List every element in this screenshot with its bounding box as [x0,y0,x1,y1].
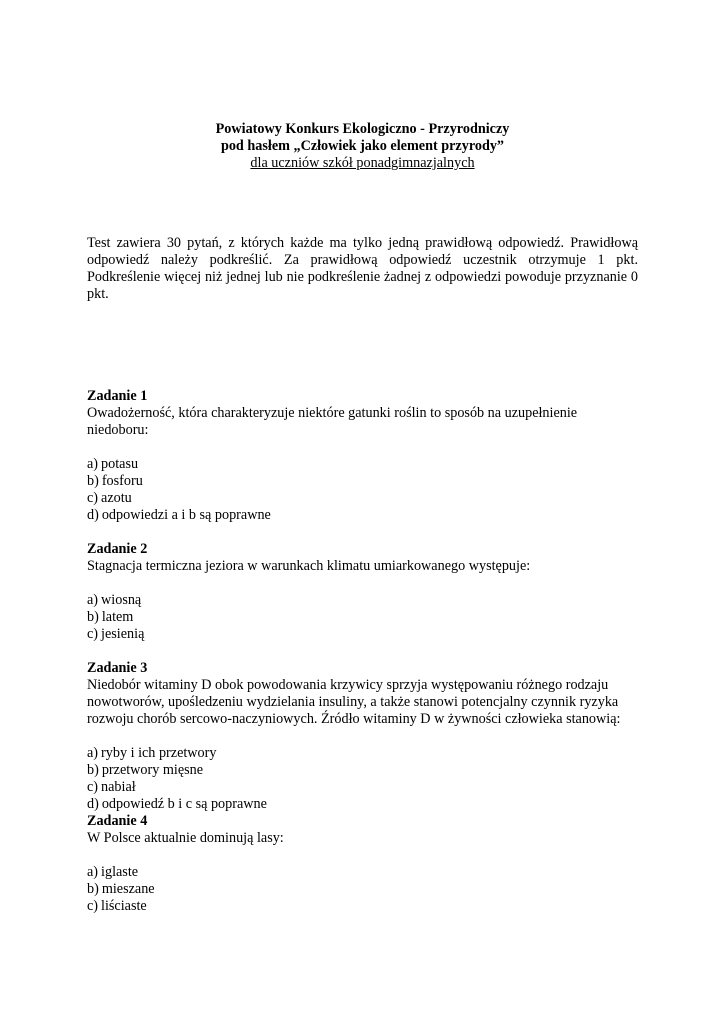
task-question-line: niedoboru: [87,422,149,438]
answer-label: c) [87,626,99,642]
answer-text: odpowiedzi a i b są poprawne [101,507,271,523]
answer-text: liściaste [101,898,147,914]
answer-option[interactable] [87,609,657,626]
document-header [0,121,725,172]
answer-label: b) [87,473,99,489]
answer-label: c) [87,490,99,506]
answer-option[interactable] [87,507,657,524]
task-question-line: Owadożerność, która charakteryzuje niektóre gatunki roślin to sposób na uzupełnienie [87,405,578,421]
answer-text: iglaste [101,864,139,880]
task-4 [87,813,657,915]
task-title: Zadanie 1 [87,388,148,404]
answer-text: mieszane [101,881,155,897]
answer-label: a) [87,745,99,761]
answer-text: jesienią [101,626,145,642]
answer-text: fosforu [101,473,143,489]
task-question-line: W Polsce aktualnie dominują lasy: [87,830,284,846]
task-title: Zadanie 4 [87,813,148,829]
answer-text: wiosną [101,592,142,608]
answer-list [87,745,657,813]
answer-option[interactable] [87,473,657,490]
answer-text: latem [101,609,134,625]
answer-label: b) [87,881,99,897]
header-subtitle: dla uczniów szkół ponadgimnazjalnych [250,155,475,171]
answer-list [87,456,657,524]
answer-option[interactable] [87,745,657,762]
task-1 [87,388,657,541]
answer-option[interactable] [87,864,657,881]
answer-label: a) [87,456,99,472]
answer-option[interactable] [87,898,657,915]
header-title-line2: pod hasłem „Człowiek jako element przyrody” [220,138,505,154]
task-list [87,388,657,915]
task-question-line: Stagnacja termiczna jeziora w warunkach klimatu umiarkowanego występuje: [87,558,531,574]
answer-list [87,864,657,915]
answer-label: a) [87,592,99,608]
answer-text: potasu [101,456,139,472]
answer-option[interactable] [87,626,657,643]
task-question-line: nowotworów, upośledzeniu wydzielania insuliny, a także stanowi potencjalny czynnik ryzyka [87,694,619,710]
answer-text: nabiał [101,779,136,795]
task-title: Zadanie 2 [87,541,148,557]
answer-option[interactable] [87,779,657,796]
answer-label: b) [87,762,99,778]
task-question-line: rozwoju chorób sercowo-naczyniowych. Źródło witaminy D w żywności człowieka stanowią: [87,711,621,727]
answer-label: c) [87,779,99,795]
answer-text: ryby i ich przetwory [101,745,217,761]
answer-option[interactable] [87,490,657,507]
task-question-line: Niedobór witaminy D obok powodowania krzywicy sprzyja występowaniu różnego rodzaju [87,677,609,693]
answer-list [87,592,657,643]
answer-text: azotu [101,490,132,506]
answer-option[interactable] [87,762,657,779]
answer-option[interactable] [87,456,657,473]
answer-option[interactable] [87,881,657,898]
answer-text: przetwory mięsne [101,762,204,778]
answer-label: d) [87,507,99,523]
answer-option[interactable] [87,796,657,813]
task-title: Zadanie 3 [87,660,148,676]
answer-label: a) [87,864,99,880]
test-instructions: Test zawiera 30 pytań, z których każde ma tylko jedną prawidłową odpowiedź. Prawidłową odpowiedź należy podkreślić. Za prawidłową odpowiedź uczestnik otrzymuje 1 pkt. Podkreślenie więcej niż jednej lub nie podkreślenie żadnej z odpowiedzi powoduje przyznanie 0 pkt. [87,235,638,302]
answer-text: odpowiedź b i c są poprawne [101,796,267,812]
answer-label: d) [87,796,99,812]
answer-label: b) [87,609,99,625]
header-title-line1: Powiatowy Konkurs Ekologiczno - Przyrodniczy [215,121,510,137]
task-2 [87,541,657,660]
task-3 [87,660,657,813]
answer-label: c) [87,898,99,914]
answer-option[interactable] [87,592,657,609]
